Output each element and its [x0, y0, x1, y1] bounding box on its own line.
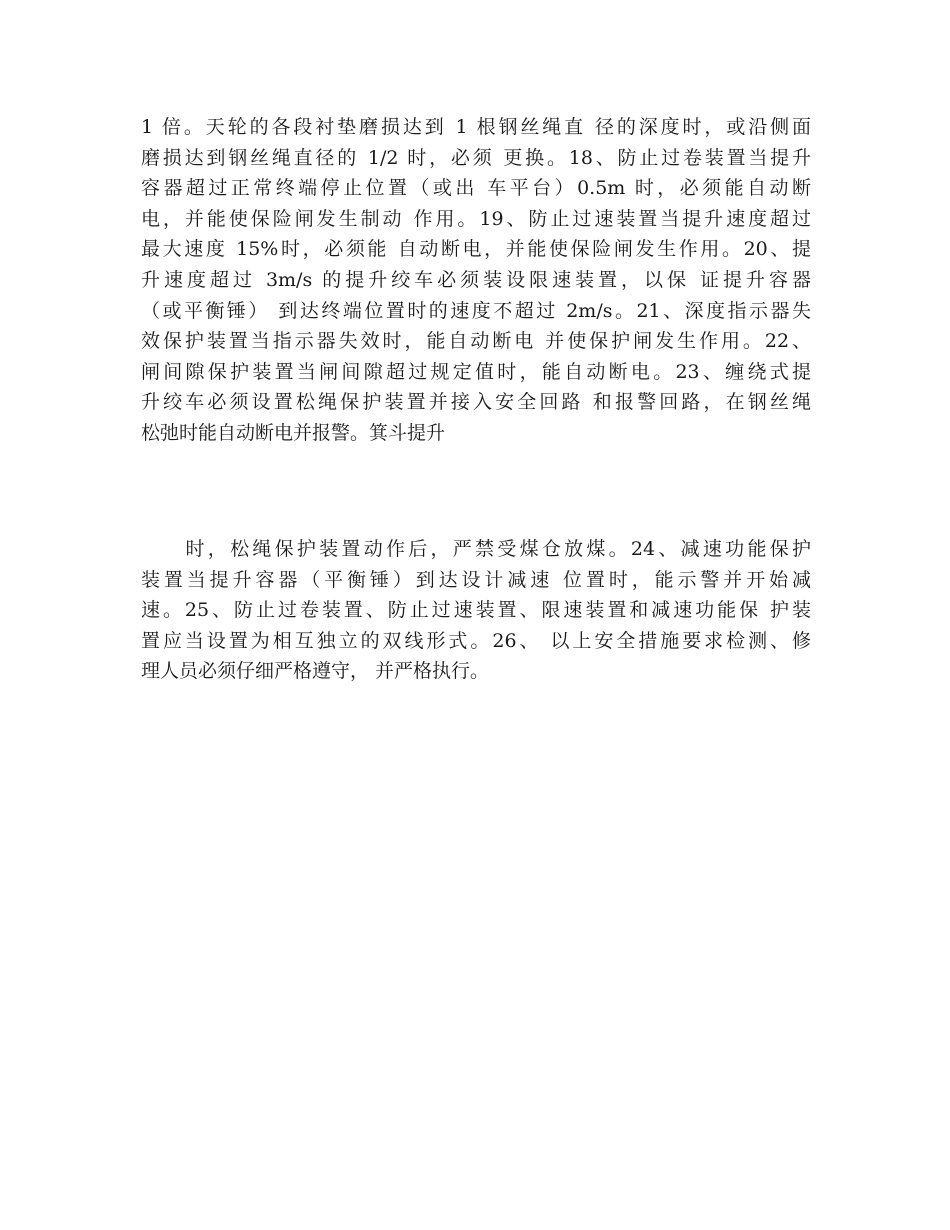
text-line: 效保护装置当指示器失效时，能自动断电 并使保护闸发生作用。22、: [141, 330, 811, 353]
text-line: 理人员必须仔细严格遵守， 并严格执行。: [141, 660, 490, 683]
text-line: 速。25、防止过卷装置、防止过速装置、限速装置和减速功能保 护装: [141, 599, 811, 622]
text-line: 容器超过正常终端停止位置（或出 车平台）0.5m 时，必须能自动断: [141, 177, 811, 200]
text-line: 电，并能使保险闸发生制动 作用。19、防止过速装置当提升速度超过: [141, 207, 811, 230]
text-line: 升速度超过 3m/s 的提升绞车必须装设限速装置，以保 证提升容器: [141, 268, 811, 291]
text-line: 1 倍。天轮的各段衬垫磨损达到 1 根钢丝绳直 径的深度时，或沿侧面: [141, 116, 811, 138]
text-line: 置应当设置为相互独立的双线形式。26、 以上安全措施要求检测、修: [141, 629, 811, 652]
text-line: 升绞车必须设置松绳保护装置并接入安全回路 和报警回路，在钢丝绳: [141, 391, 811, 414]
text-line: 松弛时能自动断电并报警。箕斗提升: [141, 421, 446, 444]
text-line: 磨损达到钢丝绳直径的 1/2 时，必须 更换。18、防止过卷装置当提升: [141, 146, 811, 169]
text-line: 装置当提升容器（平衡锤）到达设计减速 位置时，能示警并开始减: [141, 568, 811, 591]
body-paragraph-2: [141, 534, 811, 687]
text-line: （或平衡锤） 到达终端位置时的速度不超过 2m/s。21、深度指示器失: [141, 299, 811, 322]
text-line: 最大速度 15%时，必须能 自动断电，并能使保险闸发生作用。20、提: [141, 238, 811, 261]
body-paragraph-1: [141, 112, 811, 449]
text-line: 时，松绳保护装置动作后，严禁受煤仓放煤。24、减速功能保护: [141, 538, 811, 560]
text-line: 闸间隙保护装置当闸间隙超过规定值时，能自动断电。23、缠绕式提: [141, 360, 811, 383]
